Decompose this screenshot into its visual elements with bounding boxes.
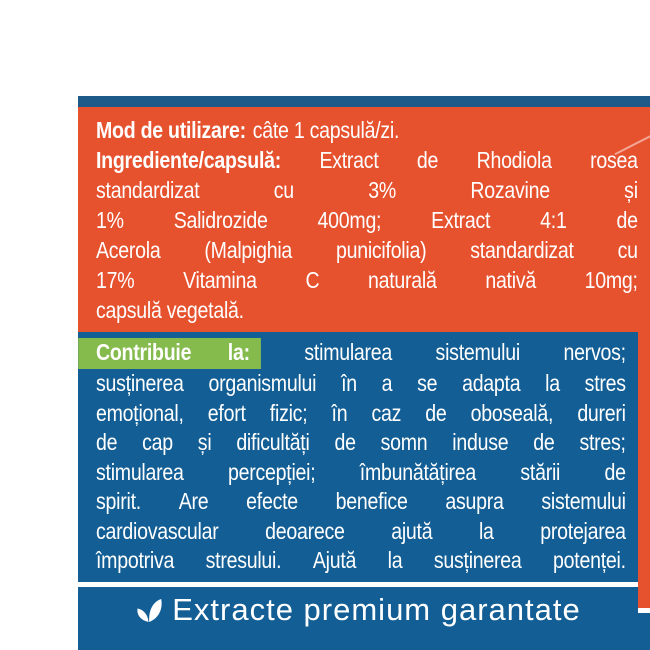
word: benefice: [335, 488, 408, 514]
word: caz: [371, 399, 402, 426]
right-orange-strip: [638, 332, 650, 608]
word: de: [604, 458, 626, 485]
word: cu: [273, 177, 294, 203]
benefits-line: [96, 487, 626, 517]
word: stimularea: [96, 458, 184, 485]
word: nervos;: [563, 339, 626, 366]
word: sistemului: [435, 339, 520, 366]
word: standardizat: [470, 237, 574, 263]
word: cap: [142, 429, 173, 455]
word: împotriva: [96, 547, 175, 573]
word: somn: [380, 429, 428, 455]
word: rosea: [590, 147, 638, 173]
word: efort: [207, 399, 246, 426]
benefits-line: [96, 458, 626, 488]
word: stimularea: [304, 339, 393, 366]
right-blue-strip: [638, 613, 650, 650]
word: nativă: [485, 267, 536, 293]
word: susținerea: [96, 370, 184, 396]
word: de: [334, 429, 356, 455]
word: stării: [520, 458, 561, 485]
word: 4:1: [540, 207, 567, 233]
benefits-line: [96, 399, 626, 429]
word: la: [478, 517, 494, 544]
benefits-text: [96, 337, 626, 576]
word: 17%: [96, 267, 135, 293]
word: ajută: [391, 517, 433, 544]
word: de: [96, 429, 118, 455]
ingredients-label: Ingrediente/capsulă:: [96, 147, 282, 173]
word: oboseală,: [470, 399, 554, 426]
ingredients-line-last: capsulă vegetală.: [96, 297, 244, 323]
word: Ajută: [312, 547, 357, 573]
word: 1%: [96, 207, 124, 233]
word: a: [381, 370, 393, 396]
ingredients-line: [96, 265, 638, 295]
word: Are: [178, 488, 209, 514]
usage-label: Mod de utilizare:: [96, 117, 246, 143]
word: naturală: [368, 267, 437, 293]
word: percepției;: [228, 458, 316, 485]
word: stres;: [579, 429, 626, 455]
word: Rhodiola: [476, 147, 552, 173]
word: de: [616, 207, 638, 233]
footer-slogan: Extracte premium garantate: [172, 592, 581, 627]
word: Rozavine: [470, 177, 550, 203]
word: susținerea: [433, 547, 522, 573]
word: standardizat: [96, 177, 200, 203]
benefits-line: [96, 369, 626, 399]
supplement-label: [78, 96, 650, 650]
benefits-line: [96, 428, 626, 458]
word: de: [533, 429, 555, 455]
word: Salidrozide: [173, 207, 268, 233]
usage-ingredients-text: [96, 115, 638, 325]
word: 400mg;: [317, 207, 382, 233]
ingredients-line: [96, 175, 638, 205]
word: la: [387, 547, 403, 573]
leaf-icon: [135, 598, 163, 628]
ingredients-line: [96, 235, 638, 265]
benefits-section: [78, 332, 638, 582]
word: la: [545, 370, 560, 396]
word: Vitamina: [183, 267, 257, 293]
ingredients-line: [96, 205, 638, 235]
word: induse: [452, 429, 509, 455]
word: C: [305, 267, 320, 293]
word: fizic;: [269, 399, 308, 426]
word: cu: [617, 237, 638, 263]
benefits-label-highlight: [78, 338, 261, 369]
word: la:: [227, 339, 250, 366]
word: în: [341, 370, 357, 396]
word: se: [417, 370, 438, 396]
word: stresului.: [205, 547, 282, 573]
footer-band: [78, 587, 638, 650]
word: (Malpighia: [204, 237, 293, 263]
word: punicifolia): [335, 237, 427, 263]
word: cardiovascular: [96, 517, 219, 544]
benefits-line: [96, 517, 626, 547]
usage-ingredients-section: [78, 107, 650, 332]
word: în: [331, 399, 348, 426]
word: dureri: [577, 399, 626, 426]
word: de: [425, 399, 447, 426]
word: și: [197, 429, 212, 455]
word: Contribuie: [96, 339, 192, 366]
word: emoțional,: [96, 399, 184, 426]
word: de: [416, 147, 439, 173]
word: deoarece: [265, 517, 345, 544]
usage-line: [96, 115, 638, 145]
word: dificultăți: [236, 429, 310, 455]
word: adapta: [462, 370, 521, 396]
word: spirit.: [96, 488, 141, 514]
word: organismului: [208, 370, 317, 396]
usage-text: câte 1 capsulă/zi.: [252, 117, 400, 143]
word: asupra: [445, 488, 504, 514]
benefits-line-first: [78, 337, 626, 369]
word: Extract: [431, 207, 491, 233]
word: protejarea: [540, 517, 626, 544]
word: stres: [584, 370, 626, 396]
word: 3%: [368, 177, 397, 203]
word: Extract: [319, 147, 379, 173]
ingredients-line: [96, 145, 638, 175]
word: 10mg;: [584, 267, 638, 293]
top-border-bar: [78, 96, 650, 107]
word: Acerola: [96, 237, 161, 263]
word: potenței.: [553, 547, 626, 573]
benefits-line: [96, 546, 626, 576]
word: îmbunătățirea: [359, 458, 477, 485]
word: sistemului: [541, 488, 626, 514]
word: și: [624, 177, 638, 203]
word: efecte: [246, 488, 298, 514]
